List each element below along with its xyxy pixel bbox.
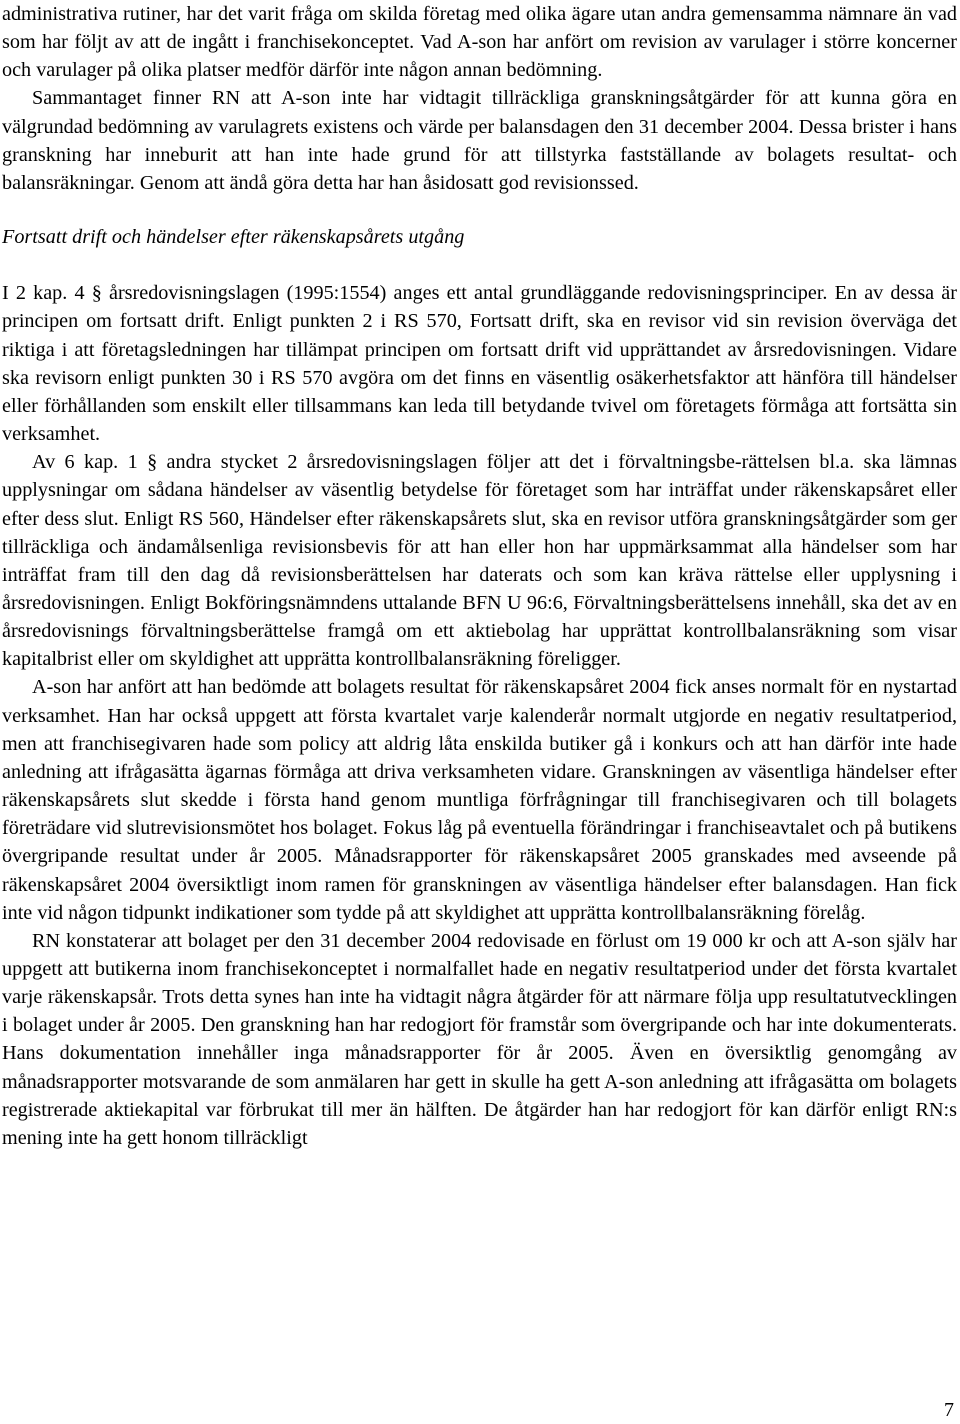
paragraph-fortsatt-drift: I 2 kap. 4 § årsredovisningslagen (1995:1554) anges ett antal grundläggande redovisningsprinciper. En av dessa är principen om fortsatt drift. Enligt punkten 2 i RS 570, Fortsatt drift, ska en revisor vid sin revision överväga det riktiga i att företagsledningen har tillämpat principen om fortsatt drift vid upprättandet av årsredovisningen. Vidare ska revisorn enligt punkten 30 i RS 570 avgöra om det finns en väsentlig osäkerhetsfaktor att hänföra till händelser eller förhållanden som enskilt eller tillsammans kan leda till betydande tvivel om företagets förmåga att fortsätta sin verksamhet.	[2, 282, 957, 446]
paragraph-forvaltningsberattelse: Av 6 kap. 1 § andra stycket 2 årsredovisningslagen följer att det i förvaltningsbe-rättelsen bl.a. ska lämnas upplysningar om sådana händelser av väsentlig betydelse för företaget som har inträffat under räkenskapsåret eller efter dess slut. Enligt RS 560, Händelser efter räkenskapsårets slut, ska en revisor utföra granskningsåtgärder som ger tillräckliga och ändamålsenliga revisionsbevis för att han eller hon har uppmärksammat alla händelser som har inträffat fram till den dag då revisionsberättelsen har daterats och som kan kräva rättelse eller upplysning i årsredovisningen. Enligt Bokföringsnämndens uttalande BFN U 96:6, Förvaltningsberättelsens innehåll, ska det av en årsredovisnings förvaltningsberättelse framgå om ett aktiebolag har upprättat kontrollbalansräkning som visar kapitalbrist eller om skyldighet att upprätta kontrollbalansräkning föreligger.	[2, 451, 957, 671]
paragraph-rn-konstaterar: RN konstaterar att bolaget per den 31 december 2004 redovisade en förlust om 19 000 kr och att A-son själv har uppgett att butikerna inom franchisekonceptet i normalfallet hade en negativ resultatperiod under det första kvartalet varje räkenskapsår. Trots detta synes han inte ha vidtagit några åtgärder för att närmare följa upp resultatutvecklingen i bolaget under år 2005. Den granskning han har redogjort för framstår som övergripande och har inte dokumenterats. Hans dokumentation innehåller inga månadsrapporter för år 2005. Även en översiktlig genomgång av månadsrapporter motsvarande de som anmälaren har gett in skulle ha gett A-son anledning att ifrågasätta om bolagets registrerade aktiekapital var förbrukat till mer än hälften. De åtgärder han har redogjort för kan därför enligt RN:s mening inte ha gett honom tillräckligt	[2, 929, 957, 1149]
paragraph-a-son-anfort: A-son har anfört att han bedömde att bolagets resultat för räkenskapsåret 2004 fick anses normalt för en nystartad verksamhet. Han har också uppgett att första kvartalet varje kalenderår normalt utgjorde en negativ resultatperiod, men att franchisegivaren hade som policy att aldrig låta enskilda butiker gå i konkurs och att han därför inte hade anledning att ifrågasätta ägarnas förmåga att driva verksamheten vidare. Granskningen av väsentliga händelser efter räkenskapsårets slut skedde i första hand genom muntliga förfrågningar till franchisegivaren och till bolagets företrädare vid slutrevisionsmötet hos bolaget. Fokus låg på eventuella förändringar i franchiseavtalet och på butikens övergripande resultat under år 2005. Månadsrapporter för räkenskapsåret 2005 granskades med avseende på räkenskapsåret 2004 översiktligt inom ramen för granskningen av väsentliga händelser efter balansdagen. Han fick inte vid någon tidpunkt indikationer som tydde på att skyldighet att upprätta kontrollbalansräkning förelåg.	[2, 676, 957, 924]
paragraph-continued: administrativa rutiner, har det varit fråga om skilda företag med olika ägare utan andra gemensamma nämnare än vad som har följt av att de ingått i franchisekonceptet. Vad A-son har anfört om revision av varulager i större koncerner och varulager på olika platser medför därför inte någon annan bedömning.	[2, 3, 957, 82]
spacer	[2, 197, 957, 223]
spacer	[2, 251, 957, 279]
page-number: 7	[944, 1399, 954, 1421]
section-heading: Fortsatt drift och händelser efter räkenskapsårets utgång	[2, 226, 465, 249]
document-page	[2, 0, 957, 1152]
paragraph-sammantaget: Sammantaget finner RN att A-son inte har vidtagit tillräckliga granskningsåtgärder för att kunna göra en välgrundad bedömning av varulagrets existens och värde per balansdagen den 31 december 2004. Dessa brister i hans granskning har inneburit att han inte hade grund för att tillstyrka fastställande av bolagets resultat- och balansräkningar. Genom att ändå göra detta har han åsidosatt god revisionssed.	[2, 87, 957, 194]
